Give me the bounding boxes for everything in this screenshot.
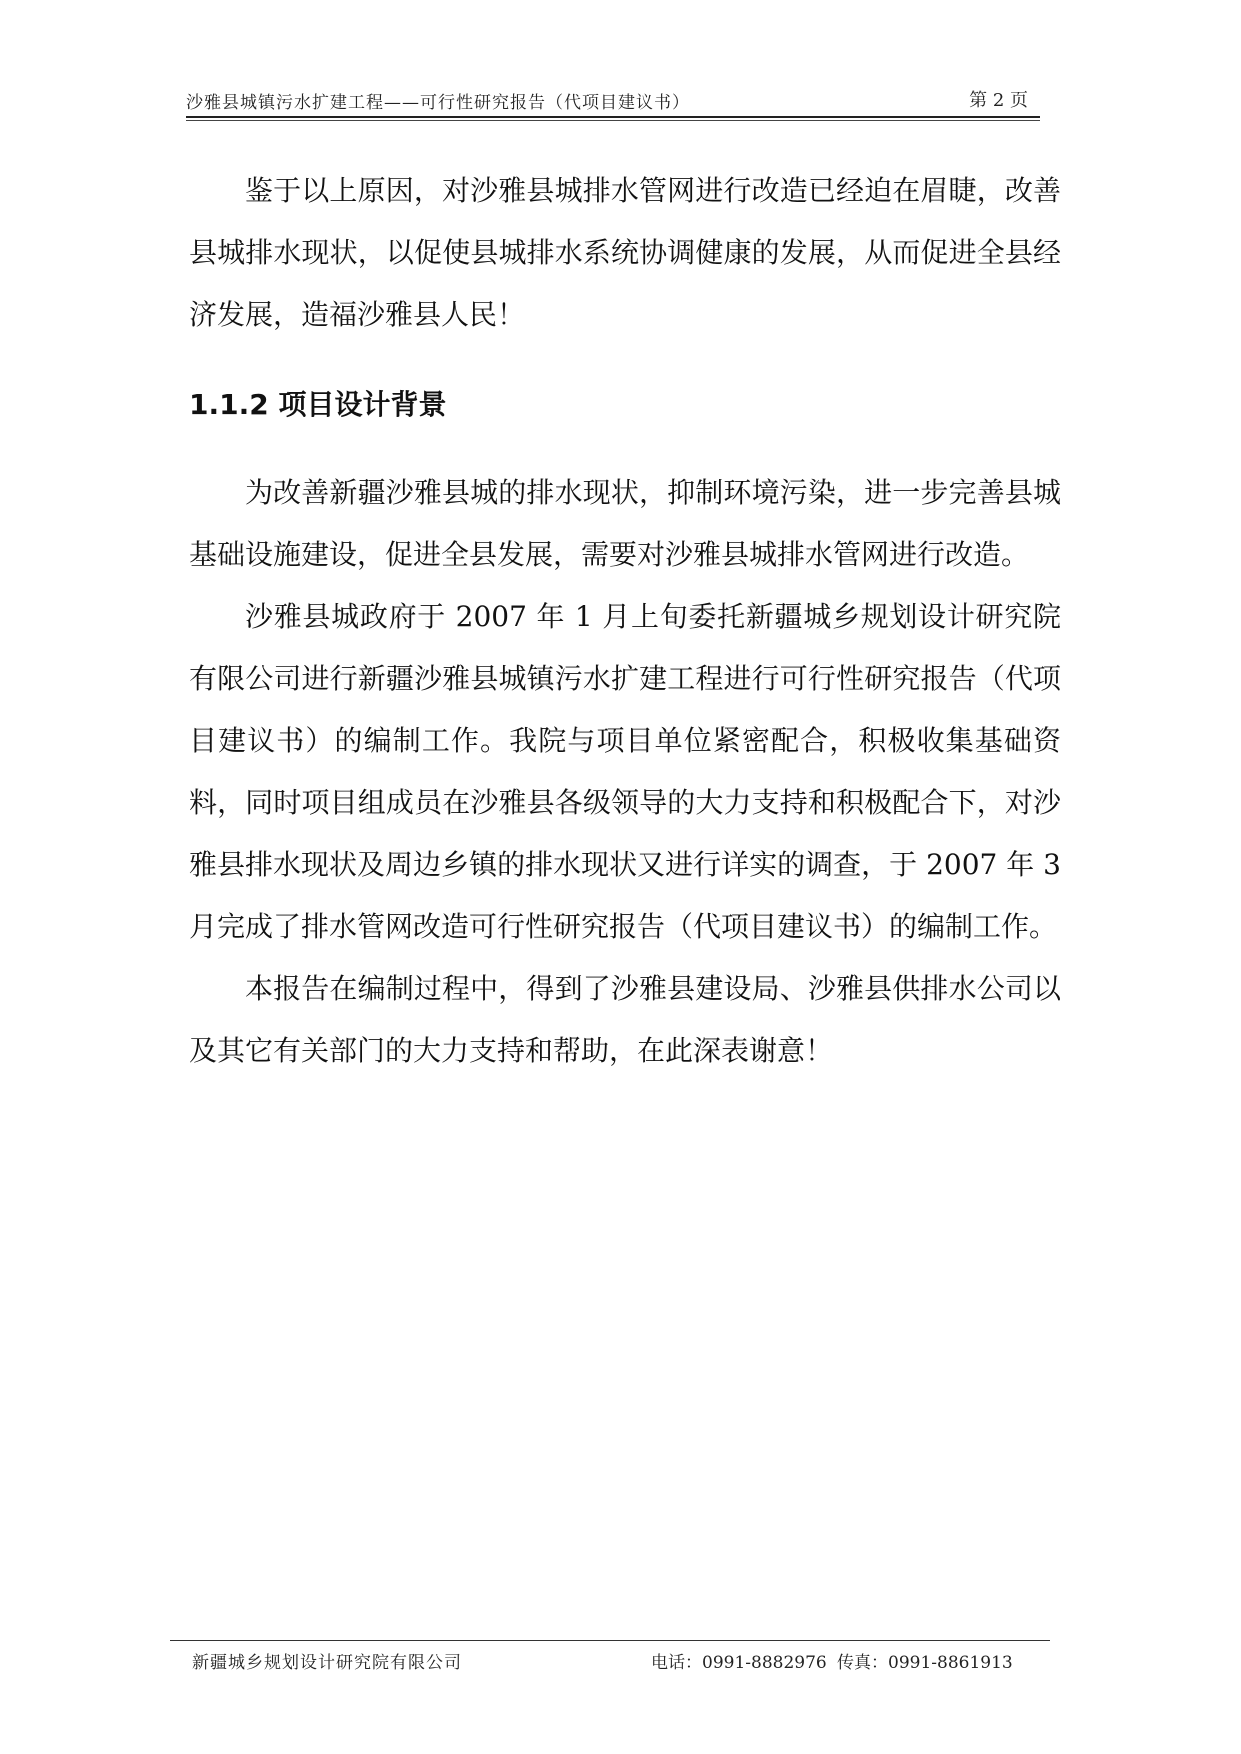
document-body xyxy=(189,160,1061,1082)
footer-divider xyxy=(170,1640,1050,1641)
intro-paragraph: 鉴于以上原因，对沙雅县城排水管网进行改造已经迫在眉睫，改善县城排水现状，以促使县城排水系统协调健康的发展，从而促进全县经济发展，造福沙雅县人民！ xyxy=(189,174,1061,331)
page-header xyxy=(186,86,1040,118)
body-paragraph-3: 本报告在编制过程中，得到了沙雅县建设局、沙雅县供排水公司以及其它有关部门的大力支持和帮助，在此深表谢意！ xyxy=(189,972,1061,1067)
header-divider-thick xyxy=(186,116,1040,118)
header-divider-thin xyxy=(186,120,1040,121)
page-footer xyxy=(170,1640,1050,1680)
body-paragraph-1: 为改善新疆沙雅县城的排水现状，抑制环境污染，进一步完善县城基础设施建设，促进全县发展，需要对沙雅县城排水管网进行改造。 xyxy=(189,476,1061,571)
footer-fax: 传真：0991-8861913 xyxy=(837,1653,1013,1673)
header-title: 沙雅县城镇污水扩建工程——可行性研究报告（代项目建议书） xyxy=(186,93,690,113)
footer-company: 新疆城乡规划设计研究院有限公司 xyxy=(192,1653,462,1673)
section-heading: 1.1.2 项目设计背景 xyxy=(189,388,447,421)
body-paragraph-2: 沙雅县城政府于 2007 年 1 月上旬委托新疆城乡规划设计研究院有限公司进行新疆沙雅县城镇污水扩建工程进行可行性研究报告（代项目建议书）的编制工作。我院与项目单位紧密配合，积极收集基础资料，同时项目组成员在沙雅县各级领导的大力支持和积极配合下，对沙雅县排水现状及周边乡镇的排水现状又进行详实的调查，于 2007 年 3 月完成了排水管网改造可行性研究报告（代项目建议书）的编制工作。 xyxy=(189,600,1061,943)
footer-phone: 电话：0991-8882976 xyxy=(651,1653,827,1673)
page-number: 第 2 页 xyxy=(969,90,1028,111)
